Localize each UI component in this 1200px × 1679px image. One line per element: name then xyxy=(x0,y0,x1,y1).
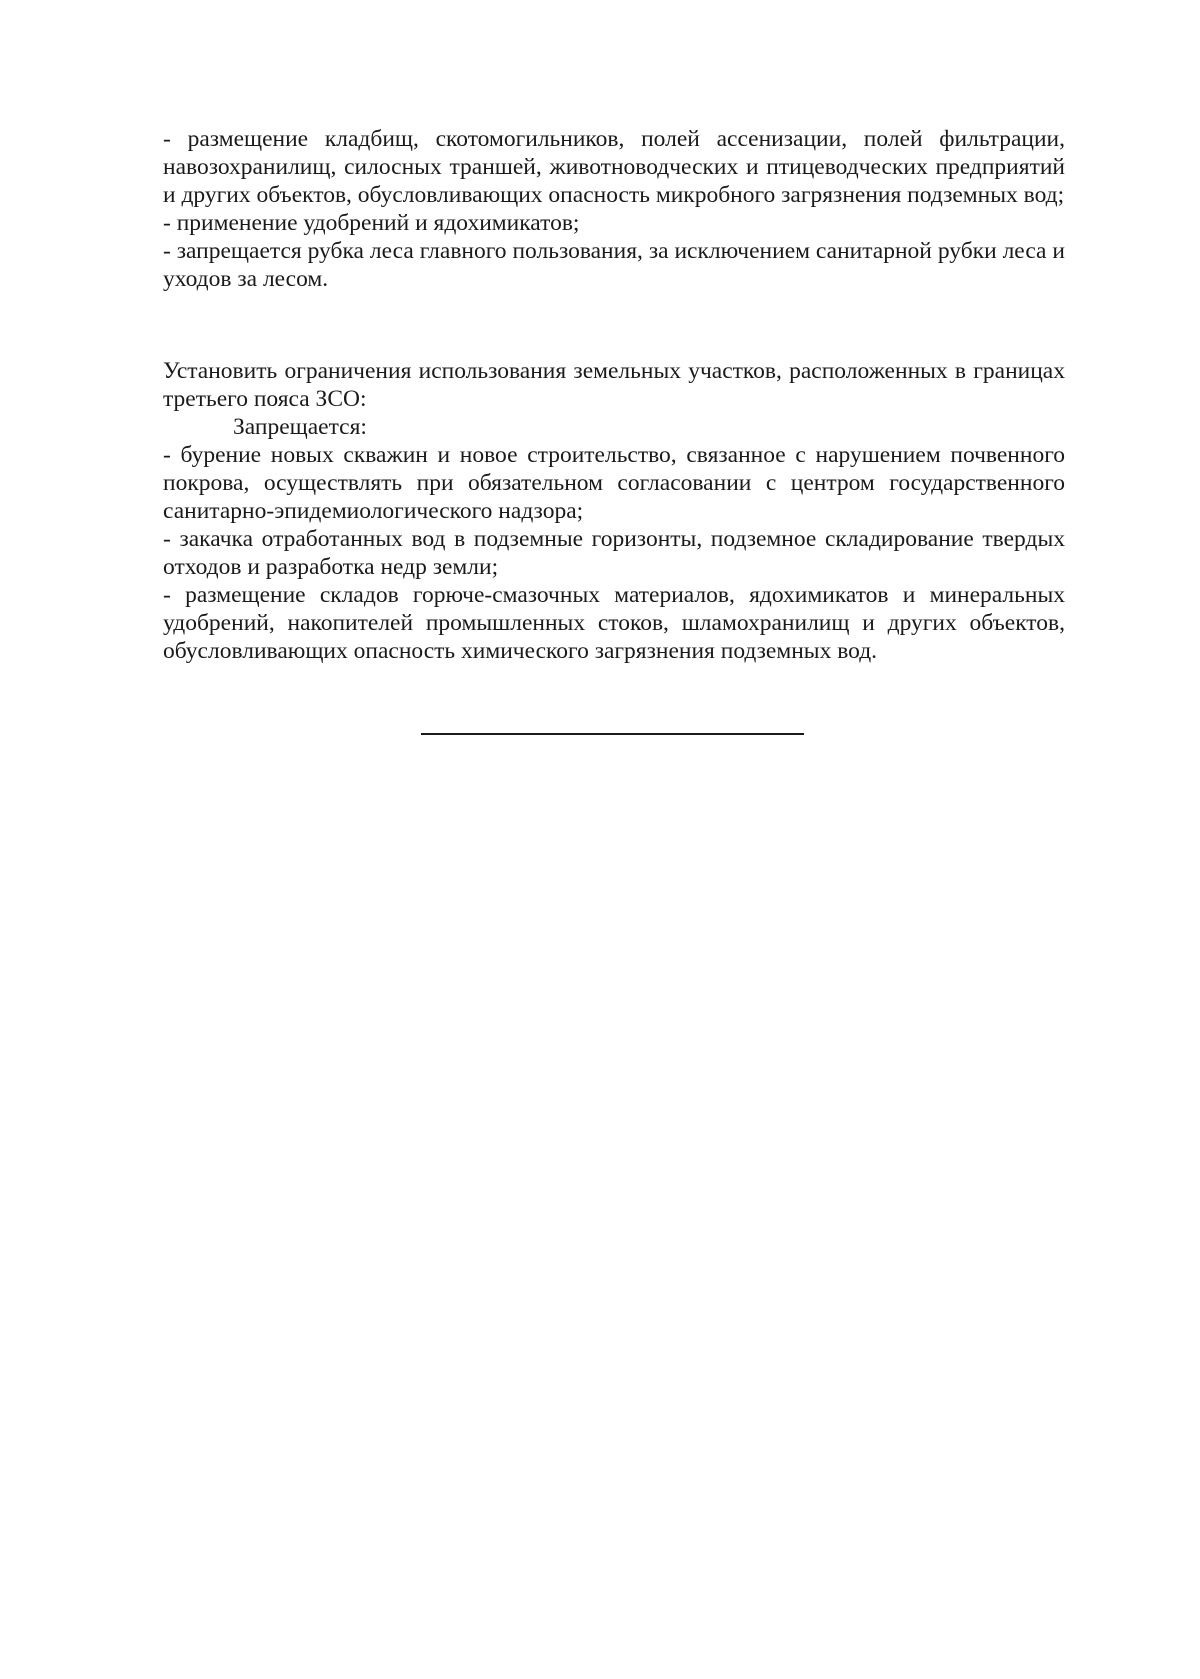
list-item: - бурение новых скважин и новое строительство, связанное с нарушением почвенного покрова, осуществлять при обязательном согласовании с центром государственного санитарно-эпидемиологического надзора; xyxy=(163,442,1065,524)
third-belt-intro-paragraph: Установить ограничения использования земельных участков, расположенных в границах третьего пояса ЗСО: xyxy=(163,358,1065,412)
end-of-document-rule xyxy=(421,733,804,735)
list-item: - применение удобрений и ядохимикатов; xyxy=(163,210,580,236)
list-item: - размещение кладбищ, скотомогильников, полей ассенизации, полей фильтрации, навозохранилищ, силосных траншей, животноводческих и птицеводческих предприятий и других объектов, обусловливающих опасность микробного загрязнения подземных вод; xyxy=(163,126,1065,208)
list-item: - размещение складов горюче-смазочных материалов, ядохимикатов и минеральных удобрений, накопителей промышленных стоков, шламохранилищ и других объектов, обусловливающих опасность химического загрязнения подземных вод. xyxy=(163,582,1065,664)
third-belt-section xyxy=(163,357,1065,665)
prohibited-heading: Запрещается: xyxy=(233,414,367,440)
list-item: - закачка отработанных вод в подземные горизонты, подземное складирование твердых отходов и разработка недр земли; xyxy=(163,526,1065,580)
second-belt-prohibitions-list xyxy=(163,125,1065,293)
list-item: - запрещается рубка леса главного пользования, за исключением санитарной рубки леса и уходов за лесом. xyxy=(163,238,1065,292)
